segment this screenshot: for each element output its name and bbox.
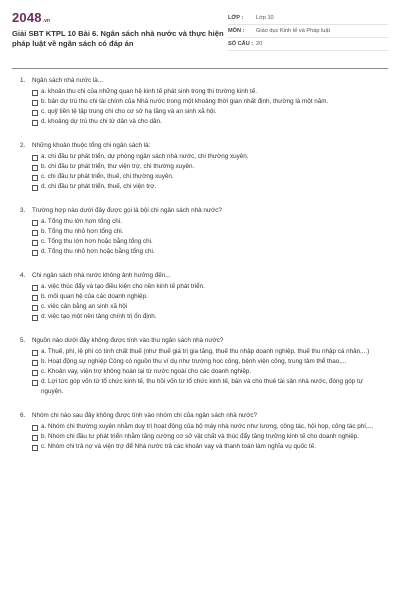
checkbox[interactable]: [32, 250, 38, 256]
meta-row-count: [228, 38, 388, 51]
option-text: a. việc thúc đẩy và tạo điều kiện cho nền kinh tế phát triển.: [41, 283, 205, 290]
option-text: d. Tổng thu nhỏ hơn hoặc bằng tổng chi.: [41, 248, 155, 255]
answer-option[interactable]: [32, 377, 386, 397]
question-text: Ngân sách nhà nước là...: [32, 77, 104, 84]
question-number: 3.: [20, 207, 26, 214]
answer-option[interactable]: [32, 367, 386, 377]
question-text: Nguồn nào dưới đây không được tính vào thu ngân sách nhà nước?: [32, 337, 224, 344]
meta-row-subject: [228, 25, 388, 38]
question-3: [0, 206, 400, 257]
question-list: [0, 76, 400, 466]
answer-option[interactable]: [32, 422, 386, 432]
checkbox[interactable]: [32, 425, 38, 431]
answer-option[interactable]: [32, 87, 386, 97]
logo-text: 2048: [12, 10, 42, 25]
answer-option[interactable]: [32, 162, 386, 172]
question-number: 5.: [20, 337, 26, 344]
checkbox[interactable]: [32, 350, 38, 356]
checkbox[interactable]: [32, 100, 38, 106]
meta-value: Giáo dục Kinh tế và Pháp luật: [256, 28, 331, 34]
checkbox[interactable]: [32, 295, 38, 301]
question-number: 2.: [20, 142, 26, 149]
answer-option[interactable]: [32, 97, 386, 107]
document-title: Giải SBT KTPL 10 Bài 6. Ngân sách nhà nước và thực hiện pháp luật về ngân sách có đáp án: [12, 29, 224, 48]
option-text: b. Hoạt động sự nghiệp Công có nguồn thu ví dụ như trường học công, bệnh viện công, trung tâm thể thao,...: [41, 358, 347, 365]
answer-option[interactable]: [32, 247, 386, 257]
question-text: Chi ngân sách nhà nước không ảnh hưởng đến...: [32, 272, 171, 279]
answer-option[interactable]: [32, 312, 386, 322]
option-text: a. Tổng thu lớn hơn tổng chi.: [41, 218, 122, 225]
checkbox[interactable]: [32, 90, 38, 96]
option-text: d. chi đầu tư phát triển, thuế, chi viện trợ.: [41, 183, 157, 190]
checkbox[interactable]: [32, 445, 38, 451]
question-1: [0, 76, 400, 127]
checkbox[interactable]: [32, 240, 38, 246]
checkbox[interactable]: [32, 165, 38, 171]
checkbox[interactable]: [32, 435, 38, 441]
option-text: c. Khoản vay, viện trợ không hoàn lại từ nước ngoài cho các doanh nghiệp.: [41, 368, 252, 375]
option-text: a. Thuế, phí, lệ phí có tính chất thuế (như thuế giá trị gia tăng, thuế thu nhập doanh nghiệp, thuế thu nhập cá nhân,...): [41, 348, 370, 355]
meta-table: [228, 12, 388, 51]
checkbox[interactable]: [32, 175, 38, 181]
question-number: 1.: [20, 77, 26, 84]
option-text: d. khoảng dự trù thu chi từ dân và cho dân.: [41, 118, 162, 125]
option-text: b. Tổng thu nhỏ hơn tổng chi.: [41, 228, 124, 235]
answer-option[interactable]: [32, 237, 386, 247]
option-text: a. chi đầu tư phát triển, dự phòng ngân sách nhà nước, chi thường xuyên.: [41, 153, 249, 160]
option-text: b. Nhóm chi đầu tư phát triển nhằm tăng cường cơ sở vật chất và thúc đẩy tăng trưởng kinh tế cho doanh nghiệp.: [41, 433, 359, 440]
question-number: 6.: [20, 412, 26, 419]
checkbox[interactable]: [32, 220, 38, 226]
answer-option[interactable]: [32, 282, 386, 292]
question-number: 4.: [20, 272, 26, 279]
answer-option[interactable]: [32, 107, 386, 117]
logo-domain: .vn: [42, 18, 50, 24]
answer-option[interactable]: [32, 432, 386, 442]
option-text: a. Nhóm chi thường xuyên nhằm duy trì hoạt động của bộ máy nhà nước như lương, công tác, hội họp, công tác phí,...: [41, 423, 374, 430]
option-text: b. bản dự trù thu chi tài chính của Nhà nước trong một khoảng thời gian nhất định, thường là một năm.: [41, 98, 329, 105]
answer-option[interactable]: [32, 442, 386, 452]
question-text: Những khoản thuộc tổng chi ngân sách là:: [32, 142, 151, 149]
checkbox[interactable]: [32, 120, 38, 126]
option-text: c. việc cân bằng an sinh xã hội: [41, 303, 128, 310]
meta-label: SỐ CÂU :: [228, 41, 254, 47]
answer-option[interactable]: [32, 182, 386, 192]
option-text: d. việc tạo một nền tảng chính trị ổn định.: [41, 313, 157, 320]
meta-value: 20: [256, 41, 263, 47]
header-divider: [12, 68, 388, 69]
question-text: Nhóm chi nào sau đây không được tính vào nhóm chi của ngân sách nhà nước?: [32, 412, 257, 419]
answer-option[interactable]: [32, 357, 386, 367]
question-text: Trường hợp nào dưới đây được gọi là bội chi ngân sách nhà nước?: [32, 207, 222, 214]
meta-label: MÔN :: [228, 28, 245, 34]
answer-option[interactable]: [32, 347, 386, 357]
answer-option[interactable]: [32, 302, 386, 312]
meta-value: Lớp 10: [256, 15, 274, 21]
meta-label: LỚP :: [228, 15, 244, 21]
checkbox[interactable]: [32, 155, 38, 161]
checkbox[interactable]: [32, 110, 38, 116]
checkbox[interactable]: [32, 185, 38, 191]
checkbox[interactable]: [32, 360, 38, 366]
option-text: c. Nhóm chi trả nợ và viện trợ để Nhà nước trả các khoản vay và thanh toán làm nghĩa vụ quốc tế.: [41, 443, 316, 450]
answer-option[interactable]: [32, 117, 386, 127]
checkbox[interactable]: [32, 230, 38, 236]
checkbox[interactable]: [32, 380, 38, 386]
answer-option[interactable]: [32, 217, 386, 227]
option-text: b. chi đầu tư phát triển, thư viện trợ, chi thường xuyên.: [41, 163, 195, 170]
meta-row-class: [228, 12, 388, 25]
option-text: a. khoản thu chi của những quan hệ kinh tế phát sinh trong thị trường kinh tế.: [41, 88, 257, 95]
option-text: b. mối quan hệ của các doanh nghiệp.: [41, 293, 148, 300]
question-6: [0, 411, 400, 452]
question-2: [0, 141, 400, 192]
question-5: [0, 336, 400, 397]
option-text: c. quỹ tiền tệ tập trung chi cho cơ sở hạ tầng và an sinh xã hội.: [41, 108, 217, 115]
option-text: c. Tổng thu lớn hơn hoặc bằng tổng chi.: [41, 238, 153, 245]
question-4: [0, 271, 400, 322]
checkbox[interactable]: [32, 305, 38, 311]
option-text: d. Lợi tức góp vốn từ tổ chức kinh tế, thu hồi vốn từ tổ chức kinh tế, bán và cho thuê tài sản nhà nước, đóng góp tự nguyện.: [41, 378, 364, 395]
checkbox[interactable]: [32, 370, 38, 376]
answer-option[interactable]: [32, 172, 386, 182]
checkbox[interactable]: [32, 315, 38, 321]
checkbox[interactable]: [32, 285, 38, 291]
answer-option[interactable]: [32, 152, 386, 162]
answer-option[interactable]: [32, 227, 386, 237]
option-text: c. chi đầu tư phát triển, thuế, chi thường xuyên.: [41, 173, 174, 180]
answer-option[interactable]: [32, 292, 386, 302]
